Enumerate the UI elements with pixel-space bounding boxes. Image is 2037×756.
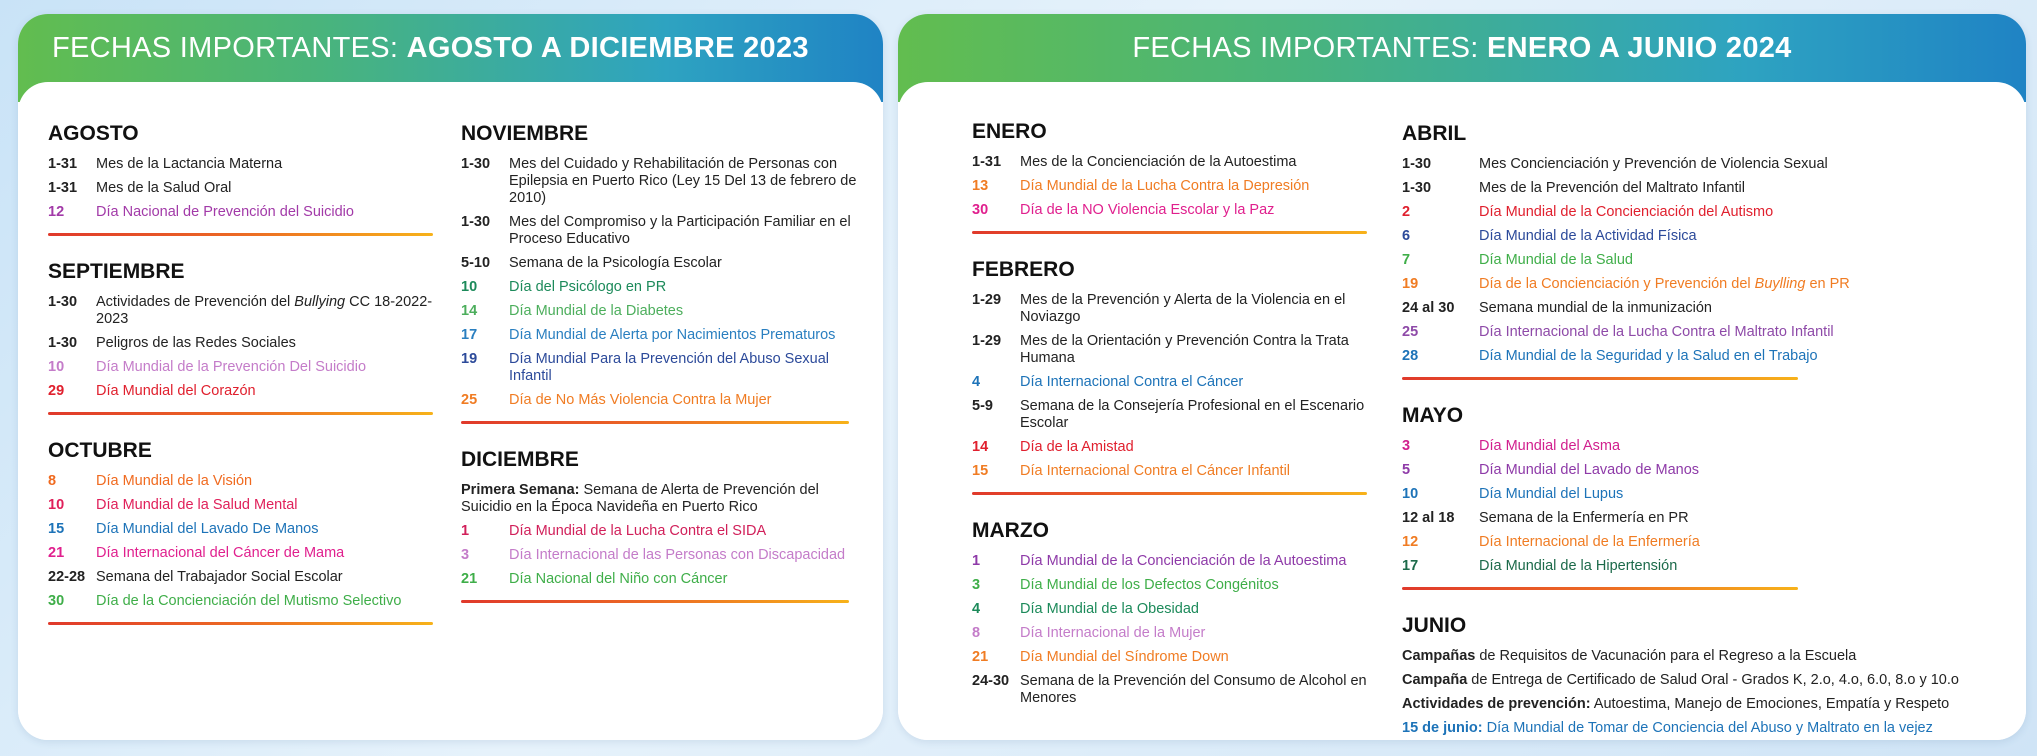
event-date: 1-30 bbox=[1402, 180, 1432, 196]
event-text: Día del Psicólogo en PR bbox=[509, 279, 667, 295]
event-text: Día Mundial de los Defectos Congénitos bbox=[1020, 577, 1279, 593]
event-row bbox=[48, 180, 448, 197]
event-row bbox=[48, 204, 448, 221]
event-row bbox=[1402, 348, 2002, 365]
column bbox=[1402, 122, 2002, 740]
event-row bbox=[972, 202, 1372, 219]
event-text: Mes de la Prevención del Maltrato Infantil bbox=[1479, 180, 1745, 196]
event-date: 22-28 bbox=[48, 569, 86, 585]
event-text: Semana de la Psicología Escolar bbox=[509, 255, 722, 271]
event-text: Día Mundial Para la Prevención del Abuso Sexual Infantil bbox=[509, 351, 829, 384]
title-bold: AGOSTO A DICIEMBRE 2023 bbox=[406, 32, 809, 64]
event-row bbox=[48, 569, 448, 586]
event-row bbox=[972, 374, 1372, 391]
section-divider bbox=[461, 600, 849, 603]
event-row bbox=[461, 482, 861, 516]
event-text: Semana de la Consejería Profesional en el Escenario Escolar bbox=[1020, 398, 1365, 431]
event-text: de Entrega de Certificado de Salud Oral - Grados K, 2.o, 4.o, 6.0, 8.o y 10.o bbox=[1467, 672, 1959, 688]
section-divider bbox=[48, 412, 433, 415]
event-date: 1-29 bbox=[972, 333, 1002, 349]
event-text: Semana mundial de la inmunización bbox=[1479, 300, 1712, 316]
event-date: 1-31 bbox=[48, 180, 78, 196]
event-date: 7 bbox=[1402, 252, 1411, 268]
event-date: 17 bbox=[1402, 558, 1419, 574]
event-date: 5-10 bbox=[461, 255, 491, 271]
event-text: Mes de la Salud Oral bbox=[96, 180, 232, 196]
event-text: Día Mundial de la Hipertensión bbox=[1479, 558, 1678, 574]
event-row bbox=[1402, 300, 2002, 317]
title-light: FECHAS IMPORTANTES: bbox=[52, 32, 407, 64]
event-row bbox=[972, 577, 1372, 594]
event-row bbox=[972, 625, 1372, 642]
event-text: Día Mundial del Lavado de Manos bbox=[1479, 462, 1700, 478]
event-row bbox=[461, 523, 861, 540]
event-row bbox=[972, 673, 1372, 707]
month-title: SEPTIEMBRE bbox=[48, 260, 185, 283]
event-text: Día Mundial de la Salud Mental bbox=[96, 497, 298, 513]
event-line bbox=[1402, 696, 2002, 713]
event-text: Día Internacional de la Lucha Contra el Maltrato Infantil bbox=[1479, 324, 1834, 340]
event-row bbox=[1402, 558, 2002, 575]
event-text: Día Internacional de las Personas con Discapacidad bbox=[509, 547, 846, 563]
event-date: 1-29 bbox=[972, 292, 1002, 308]
event-date: 8 bbox=[48, 473, 57, 489]
event-date: 21 bbox=[48, 545, 65, 561]
event-row bbox=[461, 547, 861, 564]
section-divider bbox=[972, 231, 1367, 234]
event-date: 13 bbox=[972, 178, 989, 194]
event-date: 3 bbox=[1402, 438, 1411, 454]
event-row bbox=[461, 327, 861, 344]
event-text: Día Mundial de la Obesidad bbox=[1020, 601, 1199, 617]
event-row bbox=[1402, 534, 2002, 551]
event-text: Día Internacional Contra el Cáncer Infantil bbox=[1020, 463, 1291, 479]
title-bold: ENERO A JUNIO 2024 bbox=[1486, 32, 1792, 64]
event-text: Día Nacional de Prevención del Suicidio bbox=[96, 204, 354, 220]
event-row bbox=[48, 545, 448, 562]
event-row bbox=[48, 383, 448, 400]
event-date: 4 bbox=[972, 601, 981, 617]
month-title: DICIEMBRE bbox=[461, 448, 579, 471]
section-divider bbox=[1402, 377, 1798, 380]
event-date: 14 bbox=[972, 439, 989, 455]
event-date: 4 bbox=[972, 374, 981, 390]
event-date: 10 bbox=[48, 497, 65, 513]
event-text bbox=[96, 294, 448, 328]
event-row bbox=[48, 335, 448, 352]
month-title: JUNIO bbox=[1402, 614, 1467, 637]
event-text-post: CC 18-2022-2023 bbox=[96, 294, 433, 327]
month-section bbox=[972, 519, 1372, 707]
event-date: 25 bbox=[1402, 324, 1419, 340]
event-lead: Campaña bbox=[1402, 672, 1468, 688]
event-row bbox=[972, 292, 1372, 326]
event-row bbox=[461, 392, 861, 409]
event-text: Mes de la Prevención y Alerta de la Violencia en el Noviazgo bbox=[1020, 292, 1346, 325]
event-date: 25 bbox=[461, 392, 478, 408]
event-row bbox=[48, 294, 448, 328]
month-section bbox=[1402, 404, 2002, 590]
event-date: 10 bbox=[461, 279, 478, 295]
event-text-pre: Día de la Concienciación y Prevención del bbox=[1479, 276, 1755, 292]
event-row bbox=[461, 351, 861, 385]
event-text: Día Mundial de la Concienciación de la Autoestima bbox=[1020, 553, 1347, 569]
event-lead: Actividades de prevención: bbox=[1402, 696, 1591, 712]
event-row bbox=[1402, 204, 2002, 221]
event-text: Día Mundial de la Diabetes bbox=[509, 303, 684, 319]
event-row bbox=[48, 497, 448, 514]
event-date: 8 bbox=[972, 625, 981, 641]
month-title: FEBRERO bbox=[972, 258, 1075, 281]
event-row bbox=[972, 333, 1372, 367]
event-date: 12 bbox=[48, 204, 65, 220]
event-text: Mes de la Concienciación de la Autoestima bbox=[1020, 154, 1297, 170]
event-date: 5-9 bbox=[972, 398, 993, 414]
month-title: OCTUBRE bbox=[48, 439, 152, 462]
event-row bbox=[461, 214, 861, 248]
section-divider bbox=[48, 233, 433, 236]
event-date: 24 al 30 bbox=[1402, 300, 1455, 316]
event-date: 1-31 bbox=[48, 156, 78, 172]
event-text: Mes de la Orientación y Prevención Contra la Trata Humana bbox=[1020, 333, 1349, 366]
event-lead: Campañas bbox=[1402, 648, 1476, 664]
event-text-em: Bullying bbox=[294, 294, 346, 310]
month-title: ENERO bbox=[972, 120, 1047, 143]
event-text: Peligros de las Redes Sociales bbox=[96, 335, 296, 351]
event-text: Semana de la Prevención del Consumo de Alcohol en Menores bbox=[1020, 673, 1367, 706]
event-row bbox=[1402, 510, 2002, 527]
event-date: 1 bbox=[461, 523, 470, 539]
event-text: Día Mundial del Asma bbox=[1479, 438, 1621, 454]
event-text: Día Mundial de Alerta por Nacimientos Prematuros bbox=[509, 327, 836, 343]
event-date: 1-30 bbox=[48, 335, 78, 351]
event-date: 1-30 bbox=[461, 156, 491, 172]
event-text: Mes del Cuidado y Rehabilitación de Personas con Epilepsia en Puerto Rico (Ley 15 Del 13 de febrero de 2010) bbox=[509, 156, 857, 206]
event-date: 28 bbox=[1402, 348, 1419, 364]
event-text: Día Mundial de Tomar de Conciencia del Abuso y Maltrato en la vejez bbox=[1482, 720, 1933, 736]
event-text: Día Mundial de la Prevención Del Suicidio bbox=[96, 359, 367, 375]
event-date: 15 bbox=[972, 463, 989, 479]
event-row bbox=[48, 473, 448, 490]
event-date: 30 bbox=[48, 593, 65, 609]
event-line bbox=[1402, 648, 2002, 665]
event-date: 19 bbox=[461, 351, 478, 367]
event-date: 1-30 bbox=[461, 214, 491, 230]
event-date: 17 bbox=[461, 327, 478, 343]
event-text: Día Mundial de la Visión bbox=[96, 473, 253, 489]
event-text: de Requisitos de Vacunación para el Regreso a la Escuela bbox=[1475, 648, 1857, 664]
event-date: 1-30 bbox=[48, 294, 78, 310]
event-line bbox=[1402, 672, 2002, 689]
event-date: 1-31 bbox=[972, 154, 1002, 170]
event-text bbox=[1479, 276, 2002, 293]
event-date: 3 bbox=[461, 547, 470, 563]
event-row bbox=[1402, 228, 2002, 245]
event-text: Día Mundial de la Lucha Contra la Depresión bbox=[1020, 178, 1310, 194]
event-row bbox=[1402, 252, 2002, 269]
event-text: Día Mundial de la Actividad Física bbox=[1479, 228, 1697, 244]
event-row bbox=[1402, 462, 2002, 479]
event-row bbox=[461, 571, 861, 588]
event-date: 12 al 18 bbox=[1402, 510, 1455, 526]
section-divider bbox=[972, 492, 1367, 495]
event-text: Día Mundial del Corazón bbox=[96, 383, 256, 399]
event-text: Semana de Alerta de Prevención del Suicidio en la Época Navideña en Puerto Rico bbox=[461, 482, 819, 515]
event-row bbox=[972, 649, 1372, 666]
event-line bbox=[1402, 720, 2002, 737]
event-row bbox=[972, 439, 1372, 456]
event-text: Semana del Trabajador Social Escolar bbox=[96, 569, 343, 585]
event-text: Día de la Amistad bbox=[1020, 439, 1134, 455]
month-title: AGOSTO bbox=[48, 122, 139, 145]
event-row bbox=[48, 156, 448, 173]
event-date: 5 bbox=[1402, 462, 1411, 478]
event-text: Día de la NO Violencia Escolar y la Paz bbox=[1020, 202, 1275, 218]
month-section bbox=[1402, 614, 2002, 737]
event-date: 12 bbox=[1402, 534, 1419, 550]
event-text: Autoestima, Manejo de Emociones, Empatía y Respeto bbox=[1590, 696, 1950, 712]
month-section bbox=[1402, 122, 2002, 380]
event-text: Día Mundial del Lavado De Manos bbox=[96, 521, 319, 537]
month-section bbox=[972, 120, 1372, 234]
month-section bbox=[48, 439, 448, 625]
event-date: 2 bbox=[1402, 204, 1411, 220]
column bbox=[972, 120, 1372, 714]
event-lead-wrap bbox=[461, 482, 861, 516]
event-row bbox=[1402, 156, 2002, 173]
event-row bbox=[461, 279, 861, 296]
event-row bbox=[48, 521, 448, 538]
event-row bbox=[972, 154, 1372, 171]
event-date: 10 bbox=[1402, 486, 1419, 502]
section-divider bbox=[1402, 587, 1798, 590]
event-text-post: en PR bbox=[1805, 276, 1850, 292]
event-row bbox=[48, 593, 448, 610]
event-date: 10 bbox=[48, 359, 65, 375]
event-date: 1-30 bbox=[1402, 156, 1432, 172]
month-section bbox=[461, 122, 861, 424]
event-row bbox=[972, 463, 1372, 480]
event-text: Día Internacional Contra el Cáncer bbox=[1020, 374, 1244, 390]
section-divider bbox=[48, 622, 433, 625]
event-row bbox=[48, 359, 448, 376]
month-title: NOVIEMBRE bbox=[461, 122, 589, 145]
event-lead: Primera Semana: bbox=[461, 482, 580, 498]
event-date: 6 bbox=[1402, 228, 1411, 244]
month-title: MARZO bbox=[972, 519, 1049, 542]
event-row bbox=[1402, 276, 2002, 293]
event-row bbox=[972, 178, 1372, 195]
event-text-pre: Actividades de Prevención del bbox=[96, 294, 295, 310]
event-text: Día Internacional del Cáncer de Mama bbox=[96, 545, 345, 561]
event-row bbox=[972, 553, 1372, 570]
column bbox=[48, 122, 448, 625]
event-text: Mes Concienciación y Prevención de Violencia Sexual bbox=[1479, 156, 1828, 172]
event-text: Mes de la Lactancia Materna bbox=[96, 156, 283, 172]
event-row bbox=[1402, 438, 2002, 455]
event-date: 19 bbox=[1402, 276, 1419, 292]
event-row bbox=[1402, 486, 2002, 503]
month-title: MAYO bbox=[1402, 404, 1464, 427]
event-date: 15 bbox=[48, 521, 65, 537]
calendar-panel-2023 bbox=[18, 14, 883, 740]
event-text: Día Mundial de la Lucha Contra el SIDA bbox=[509, 523, 767, 539]
section-divider bbox=[461, 421, 849, 424]
month-title: ABRIL bbox=[1402, 122, 1467, 145]
event-text: Día Mundial de la Concienciación del Autismo bbox=[1479, 204, 1774, 220]
event-date: 30 bbox=[972, 202, 989, 218]
event-text: Día de No Más Violencia Contra la Mujer bbox=[509, 392, 772, 408]
event-text: Mes del Compromiso y la Participación Familiar en el Proceso Educativo bbox=[509, 214, 851, 247]
event-date: 21 bbox=[461, 571, 478, 587]
event-date: 24-30 bbox=[972, 673, 1010, 689]
event-text: Día Mundial de la Salud bbox=[1479, 252, 1633, 268]
event-date: 14 bbox=[461, 303, 478, 319]
event-text: Día Mundial del Lupus bbox=[1479, 486, 1624, 502]
event-lead: 15 de junio: bbox=[1402, 720, 1483, 736]
event-date: 3 bbox=[972, 577, 981, 593]
event-row bbox=[461, 156, 861, 207]
event-date: 21 bbox=[972, 649, 989, 665]
column bbox=[461, 122, 861, 603]
calendar-panel-2024 bbox=[898, 14, 2026, 740]
month-section bbox=[972, 258, 1372, 495]
event-row bbox=[461, 255, 861, 272]
event-date: 1 bbox=[972, 553, 981, 569]
event-text: Día de la Concienciación del Mutismo Selectivo bbox=[96, 593, 402, 609]
event-text-em: Buylling bbox=[1754, 276, 1806, 292]
event-row bbox=[972, 398, 1372, 432]
event-row bbox=[461, 303, 861, 320]
event-row bbox=[1402, 324, 2002, 341]
event-text: Día Internacional de la Mujer bbox=[1020, 625, 1206, 641]
event-text: Día Mundial de la Seguridad y la Salud en el Trabajo bbox=[1479, 348, 1818, 364]
event-row bbox=[972, 601, 1372, 618]
event-text: Día Internacional de la Enfermería bbox=[1479, 534, 1700, 550]
event-text: Semana de la Enfermería en PR bbox=[1479, 510, 1689, 526]
month-section bbox=[48, 260, 448, 415]
event-text: Día Mundial del Síndrome Down bbox=[1020, 649, 1229, 665]
month-section bbox=[48, 122, 448, 236]
event-row bbox=[1402, 180, 2002, 197]
event-text: Día Nacional del Niño con Cáncer bbox=[509, 571, 728, 587]
month-section bbox=[461, 448, 861, 603]
title-light: FECHAS IMPORTANTES: bbox=[1132, 32, 1487, 64]
event-date: 29 bbox=[48, 383, 65, 399]
